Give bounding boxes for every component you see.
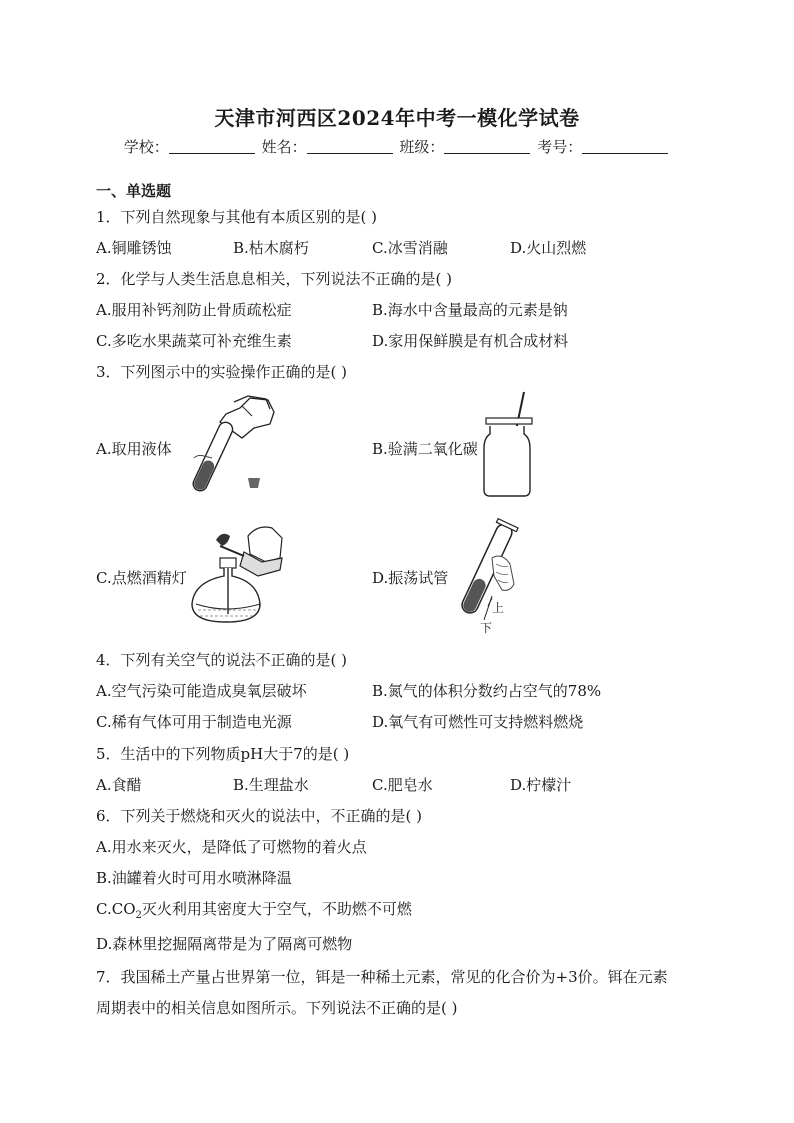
q5-option-b[interactable]: B.生理盐水 xyxy=(233,776,309,794)
q4-option-d[interactable]: D.氧气有可燃性可支持燃料燃烧 xyxy=(372,713,584,731)
figure-a-pouring-liquid xyxy=(180,392,280,500)
question-6-stem: 6．下列关于燃烧和灭火的说法中，不正确的是( ) xyxy=(96,807,423,825)
name-blank[interactable] xyxy=(307,139,393,154)
question-7-stem-line2: 周期表中的相关信息如图所示。下列说法不正确的是( ) xyxy=(96,999,458,1017)
question-3-stem: 3．下列图示中的实验操作正确的是( ) xyxy=(96,363,348,381)
question-4-stem: 4．下列有关空气的说法不正确的是( ) xyxy=(96,651,348,669)
q3-option-a[interactable]: A.取用液体 xyxy=(96,440,172,458)
id-label: 考号： xyxy=(537,138,583,156)
q1-option-d[interactable]: D.火山烈燃 xyxy=(510,239,587,257)
q5-option-a[interactable]: A.食醋 xyxy=(96,776,142,794)
school-label: 学校： xyxy=(123,138,169,156)
q4-option-b[interactable]: B.氮气的体积分数约占空气的78% xyxy=(372,682,602,700)
q1-option-c[interactable]: C.冰雪消融 xyxy=(372,239,448,257)
q5-option-c[interactable]: C.肥皂水 xyxy=(372,776,433,794)
q4-option-a[interactable]: A.空气污染可能造成臭氧层破坏 xyxy=(96,682,307,700)
q2-option-d[interactable]: D.家用保鲜膜是有机合成材料 xyxy=(372,332,569,350)
exam-title: 天津市河西区2024年中考一模化学试卷 xyxy=(214,106,580,130)
co2-formula: $CO_2$ xyxy=(111,900,142,921)
class-label: 班级： xyxy=(399,138,445,156)
q6-option-d[interactable]: D.森林里挖掘隔离带是为了隔离可燃物 xyxy=(96,935,353,953)
question-2-stem: 2．化学与人类生活息息相关，下列说法不正确的是( ) xyxy=(96,270,453,288)
q3-option-b[interactable]: B.验满二氧化碳 xyxy=(372,440,478,458)
q1-option-b[interactable]: B.枯木腐朽 xyxy=(233,239,309,257)
question-5-stem: 5．生活中的下列物质pH大于7的是( ) xyxy=(96,745,350,763)
school-blank[interactable] xyxy=(169,139,255,154)
q6-option-c[interactable] xyxy=(96,898,412,921)
q5-option-d[interactable]: D.柠檬汁 xyxy=(510,776,572,794)
section-title: 一、单选题 xyxy=(96,182,172,200)
q6-option-c-text: 灭火利用其密度大于空气，不助燃不可燃 xyxy=(141,900,412,918)
q2-option-c[interactable]: C.多吃水果蔬菜可补充维生素 xyxy=(96,332,292,350)
id-blank[interactable] xyxy=(582,139,668,154)
q3-option-d[interactable]: D.振荡试管 xyxy=(372,569,449,587)
student-info-row xyxy=(0,136,794,157)
q4-option-c[interactable]: C.稀有气体可用于制造电光源 xyxy=(96,713,292,731)
name-label: 姓名： xyxy=(261,138,307,156)
q6-option-c-letter: C. xyxy=(96,900,112,918)
figure-d-label-down: 下 xyxy=(480,621,493,635)
q6-option-a[interactable]: A.用水来灭火，是降低了可燃物的着火点 xyxy=(96,838,367,856)
figure-c-alcohol-lamp xyxy=(190,524,296,626)
q3-option-c[interactable]: C.点燃酒精灯 xyxy=(96,569,187,587)
figure-d-label-up: 上 xyxy=(492,601,505,615)
q2-option-a[interactable]: A.服用补钙剂防止骨质疏松症 xyxy=(96,301,292,319)
q2-option-b[interactable]: B.海水中含量最高的元素是钠 xyxy=(372,301,568,319)
class-blank[interactable] xyxy=(444,139,530,154)
figure-b-gas-jar xyxy=(490,392,550,498)
question-7-stem-line1: 7．我国稀土产量占世界第一位，铒是一种稀土元素，常见的化合价为+3价。铒在元素 xyxy=(96,968,668,986)
q1-option-a[interactable]: A.铜雕锈蚀 xyxy=(96,239,172,257)
q6-option-b[interactable]: B.油罐着火时可用水喷淋降温 xyxy=(96,869,292,887)
question-1-stem: 1．下列自然现象与其他有本质区别的是( ) xyxy=(96,208,378,226)
figure-d-shaking-tube xyxy=(446,514,526,636)
